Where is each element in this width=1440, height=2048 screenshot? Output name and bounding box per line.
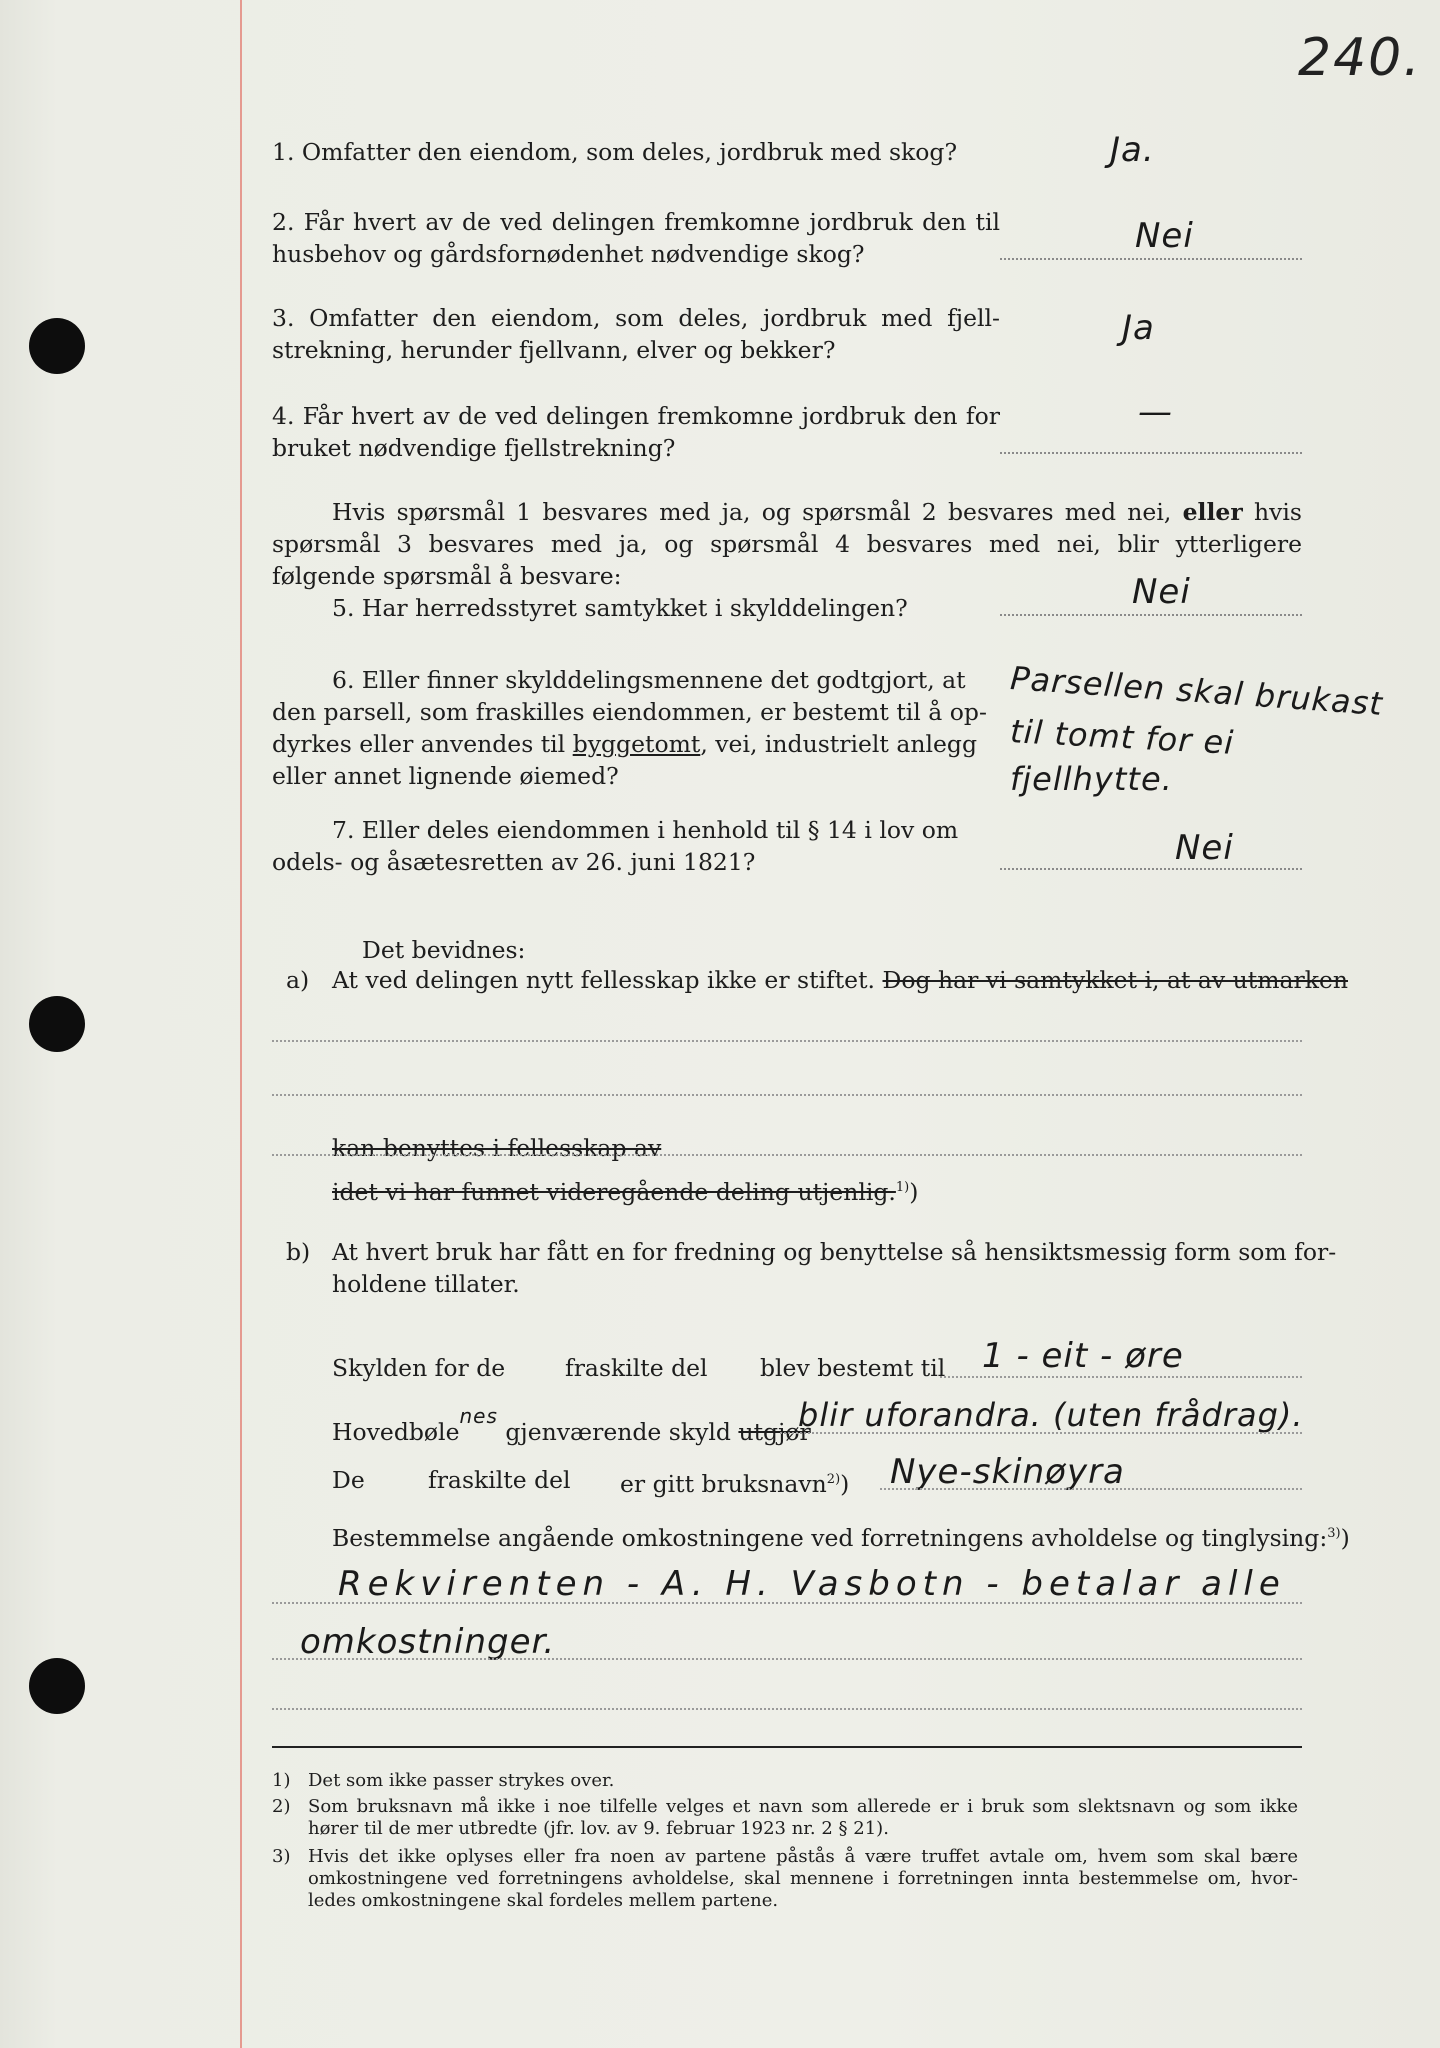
- answer-line: [272, 1658, 1302, 1660]
- answer-line: [880, 1488, 1302, 1490]
- footnote: [272, 1770, 1302, 1792]
- skyld-value: 1 - eit - øre: [982, 1336, 1184, 1376]
- skyld-label: fraskilte del: [428, 1466, 571, 1494]
- punch-hole: [29, 996, 85, 1052]
- question-text: Eller finner skylddelingsmennene det godtgjort, at: [361, 666, 966, 694]
- question-line: [272, 728, 1000, 760]
- skyld-label: blev bestemt til: [760, 1354, 946, 1382]
- struck-text: utgjør: [738, 1417, 811, 1446]
- question-7-line2: odels- og åsætesretten av 26. juni 1821?: [272, 848, 756, 876]
- question-number: 2.: [272, 208, 295, 236]
- question-number: 1.: [272, 138, 295, 166]
- question-6: [272, 664, 1000, 792]
- question-text: , vei, industrielt anlegg: [700, 730, 977, 758]
- answer-line: [780, 1432, 1302, 1434]
- answer-line: [1000, 452, 1302, 454]
- omkostning-label: Bestemmelse angående omkostningene ved forretningens avholdelse og tinglysing:$^{3)}$): [332, 1523, 1350, 1552]
- footnote-text: Det som ikke passer strykes over.: [308, 1770, 615, 1791]
- paragraph-text: Hvis spørsmål 1 besvares med ja, og spørsmål 2 besvares med nei,: [332, 498, 1172, 526]
- skyld-label: fraskilte del: [565, 1354, 708, 1382]
- footnote-mark: 2): [272, 1796, 291, 1817]
- blank-line: [272, 1708, 1302, 1710]
- skyld-text: Hovedbøle: [332, 1417, 460, 1446]
- margin-rule: [240, 0, 242, 2048]
- answer-6-line: fjellhytte.: [1010, 760, 1173, 798]
- answer-6-line: til tomt for ei: [1009, 712, 1236, 762]
- handwritten-insert: nes: [459, 1404, 498, 1428]
- punch-hole: [29, 318, 85, 374]
- answer-line: [1000, 868, 1302, 870]
- question-number: 7.: [332, 816, 355, 844]
- skyld-label: [332, 1404, 811, 1448]
- skyld-label: Skylden for de: [332, 1354, 506, 1382]
- answer-1: Ja.: [1110, 130, 1155, 170]
- answer-line: [1000, 258, 1302, 260]
- blank-line: [272, 1040, 1302, 1042]
- item-b-label: b): [286, 1238, 311, 1266]
- item-b-text: holdene tillater.: [332, 1270, 520, 1298]
- skyld-label: er gitt bruksnavn$^{2)}$): [620, 1469, 850, 1498]
- question-line: eller annet lignende øiemed?: [272, 762, 619, 790]
- question-number: 4.: [272, 402, 295, 430]
- answer-line: [272, 1602, 1302, 1604]
- page-number: 240.: [1298, 28, 1422, 88]
- struck-text: Dog har vi samtykket i, at av utmarken: [882, 966, 1349, 994]
- question-1: [272, 136, 1000, 168]
- skyld-text: gjenværende skyld: [505, 1417, 731, 1446]
- skyld-label: De: [332, 1466, 365, 1494]
- question-text: Omfatter den eiendom, som deles, jordbruk med skog?: [301, 138, 958, 166]
- question-line: [272, 664, 1000, 696]
- answer-2: Nei: [1135, 216, 1194, 256]
- footnote: [272, 1796, 1302, 1840]
- struck-line: idet vi har funnet videregående deling utjenlig.$^{1)}$): [332, 1177, 919, 1206]
- question-4: [272, 400, 1000, 464]
- footnote: [272, 1846, 1302, 1912]
- question-text: Får hvert av de ved delingen fremkomne jordbruk den for bruket nødvendige fjellstrekning?: [272, 402, 1000, 462]
- question-number: 5.: [332, 594, 355, 622]
- question-text: Eller deles eiendommen i henhold til § 14 i lov om: [361, 816, 959, 844]
- footnote-ref: 1): [895, 1180, 910, 1195]
- question-number: 3.: [272, 304, 295, 332]
- footnote-ref: 3): [1327, 1526, 1341, 1541]
- bruksnavn-value: Nye-skinøyra: [890, 1452, 1125, 1492]
- question-text: dyrkes eller anvendes til: [272, 730, 566, 758]
- answer-6-line: Parsellen skal brukast: [1009, 659, 1385, 723]
- item-text: At ved delingen nytt fellesskap ikke er stiftet.: [332, 966, 876, 994]
- footnote-ref: 2): [826, 1472, 841, 1487]
- question-3: [272, 302, 1000, 366]
- question-number: 6.: [332, 666, 355, 694]
- skyld-text: er gitt bruksnavn: [620, 1469, 827, 1498]
- footnote-rule: [272, 1746, 1302, 1748]
- answer-3: Ja: [1122, 308, 1155, 348]
- footnote-text: Hvis det ikke oplyses eller fra noen av partene påstås å være truffet avtale om, hvem som skal bære omkostningene ved forretningens avholdelse, skal mennene i forretningen innta bestemmelse om, hvorledes omkostningene skal fordeles mellem partene.: [308, 1846, 1298, 1911]
- punch-hole: [29, 1658, 85, 1714]
- item-a-label: a): [286, 966, 310, 994]
- struck-text: idet vi har funnet videregående deling utjenlig.: [332, 1177, 896, 1206]
- underlined-term: byggetomt: [572, 730, 701, 758]
- answer-5: Nei: [1132, 572, 1191, 612]
- question-text: Omfatter den eiendom, som deles, jordbruk med fjellstrekning, herunder fjellvann, elver og bekker?: [272, 304, 1000, 364]
- bevidnes-heading: Det bevidnes:: [362, 936, 526, 964]
- blank-line: [272, 1154, 1302, 1156]
- footnote-mark: 1): [272, 1770, 291, 1791]
- skyld-text: Bestemmelse angående omkostningene ved forretningens avholdelse og tinglysing:: [332, 1523, 1328, 1552]
- omkostning-value: Rekvirenten - A. H. Vasbotn - betalar alle: [338, 1564, 1286, 1604]
- struck-line: kan benyttes i fellesskap av: [332, 1134, 662, 1162]
- blank-line: [272, 1094, 1302, 1096]
- question-2: [272, 206, 1000, 270]
- item-b-text: At hvert bruk har fått en for fredning og benyttelse så hensiktsmessig form som for-: [332, 1238, 1337, 1266]
- answer-line: [940, 1376, 1302, 1378]
- footnote-mark: 3): [272, 1846, 291, 1867]
- omkostning-value: omkostninger.: [300, 1622, 556, 1662]
- skyld-value: blir uforandra. (uten frådrag).: [798, 1396, 1304, 1434]
- question-line: den parsell, som fraskilles eiendommen, er bestemt til å op-: [272, 698, 987, 726]
- paragraph-emphasis: eller: [1182, 498, 1243, 526]
- item-a-text: [332, 964, 1348, 996]
- answer-line: [1000, 614, 1302, 616]
- question-text: Har herredsstyret samtykket i skylddelingen?: [361, 594, 908, 622]
- question-text: Får hvert av de ved delingen fremkomne jordbruk den til husbehov og gårdsfornødenhet nødvendige skog?: [272, 208, 1000, 268]
- paragraph-text: hvis spørsmål 3 besvares med ja, og spørsmål 4 besvares med nei, blir ytterligere følgende spørsmål å besvare:: [272, 498, 1302, 590]
- footnote-text: Som bruksnavn må ikke i noe tilfelle velges et navn som allerede er i bruk som slektsnavn og som ikke hører til de mer utbredte (jfr. lov. av 9. februar 1923 nr. 2 § 21).: [308, 1796, 1298, 1839]
- answer-4: —: [1138, 392, 1173, 432]
- question-7: [332, 814, 958, 846]
- answer-7: Nei: [1175, 828, 1234, 868]
- question-5: [332, 592, 908, 624]
